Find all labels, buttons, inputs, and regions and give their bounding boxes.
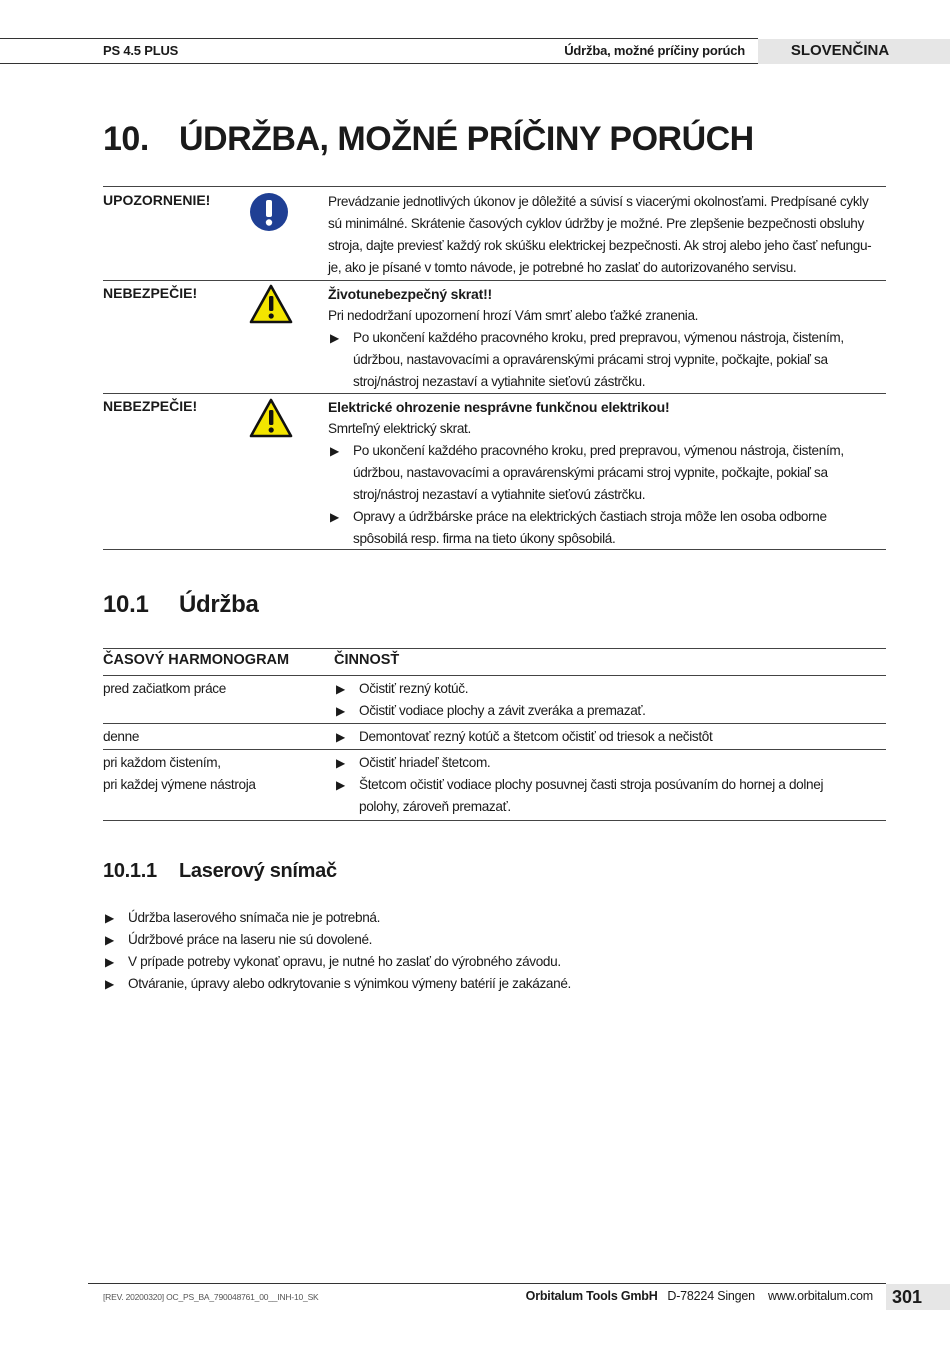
bullet-arrow-icon: ▶ — [105, 911, 114, 925]
bullet-line: Očistiť vodiace plochy a závit zveráka a premazať. — [359, 703, 646, 718]
bullet-arrow-icon: ▶ — [336, 704, 345, 718]
cell-line: pri každom čistením, — [103, 755, 221, 770]
bullet-item — [334, 726, 886, 748]
danger-subtitle: Smrteľný elektrický skrat. — [328, 421, 471, 436]
notice-label: UPOZORNENIE! — [103, 192, 211, 208]
company-address: D-78224 Singen — [667, 1289, 755, 1303]
bullet-item — [334, 678, 886, 700]
table-rule — [103, 648, 886, 649]
header-rule-bottom — [0, 63, 758, 64]
bullet-item — [328, 506, 886, 550]
footer-rule — [88, 1283, 886, 1284]
mandatory-info-icon — [250, 193, 288, 231]
cell-line: denne — [103, 729, 140, 744]
subsection-heading — [103, 860, 337, 883]
section-title: Údržba — [179, 591, 259, 618]
bullet-item — [328, 327, 886, 393]
chapter-number: 10. — [103, 120, 149, 158]
header-language: SLOVENČINA — [790, 42, 890, 59]
table-rule — [103, 723, 886, 724]
bullet-arrow-icon: ▶ — [105, 955, 114, 969]
bullet-line: Očistiť rezný kotúč. — [359, 681, 469, 696]
bullet-arrow-icon: ▶ — [336, 730, 345, 744]
bullet-line: Štetcom očistiť vodiace plochy posuvnej časti stroja posúvaním do hornej a dolnej — [359, 777, 824, 792]
company-name: Orbitalum Tools GmbH — [525, 1289, 658, 1303]
bullet-arrow-icon: ▶ — [105, 977, 114, 991]
bullet-arrow-icon: ▶ — [336, 778, 345, 792]
danger-title: Elektrické ohrozenie nesprávne funkčnou elektrikou! — [328, 399, 670, 415]
table-rule — [103, 820, 886, 821]
bullet-line: Po ukončení každého pracovného kroku, pred prepravou, výmenou nástroja, čistením, — [353, 443, 844, 458]
bullet-arrow-icon: ▶ — [336, 682, 345, 696]
cell-line: pred začiatkom práce — [103, 681, 226, 696]
table-rule — [103, 675, 886, 676]
table-cell-when — [103, 726, 328, 748]
list-item-text: Údržbové práce na laseru nie sú dovolené. — [128, 932, 373, 947]
bullet-arrow-icon: ▶ — [105, 933, 114, 947]
subsection-title: Laserový snímač — [179, 860, 337, 882]
bullet-line: Opravy a údržbárske práce na elektrických častiach stroja môže len osoba odborne — [353, 509, 827, 524]
subsection-number: 10.1.1 — [103, 860, 157, 882]
section-number: 10.1 — [103, 591, 149, 618]
warning-triangle-icon — [249, 398, 293, 438]
cell-line: pri každej výmene nástroja — [103, 777, 256, 792]
bullet-item — [334, 774, 886, 818]
notice-body — [328, 191, 886, 279]
column-header-schedule: ČASOVÝ HARMONOGRAM — [103, 652, 290, 668]
chapter-title-text: ÚDRŽBA, MOŽNÉ PRÍČINY PORÚCH — [179, 120, 754, 158]
notice-line: stroja, dajte previesť každý rok skúšku elektrickej bezpečnosti. Ak stroj alebo jeho časť nefungu- — [328, 238, 872, 253]
header-section: Údržba, možné príčiny porúch — [564, 43, 745, 58]
list-item — [103, 929, 886, 951]
page-number: 301 — [891, 1287, 923, 1307]
bullet-line: Demontovať rezný kotúč a štetcom očistiť od triesok a nečistôt — [359, 729, 713, 744]
bullet-line: údržbou, nastavovacími a opravárenskými prácami stroj vypnite, počkajte, pokiaľ sa — [353, 352, 828, 367]
list-item — [103, 951, 886, 973]
bullet-arrow-icon: ▶ — [330, 444, 339, 458]
bullet-item — [328, 440, 886, 506]
footer-company — [500, 1289, 873, 1303]
footer-revision: [REV. 20200320] OC_PS_BA_790048761_00__INH-10_SK — [103, 1292, 319, 1302]
list-item-text: Otváranie, úpravy alebo odkrytovanie s výnimkou výmeny batérií je zakázané. — [128, 976, 571, 991]
notice-line: je, ako je písané v tomto návode, je potrebné ho zaslať do autorizovaného servisu. — [328, 260, 797, 275]
bullet-arrow-icon: ▶ — [330, 331, 339, 345]
bullet-line: Očistiť hriadeľ štetcom. — [359, 755, 491, 770]
list-item-text: V prípade potreby vykonať opravu, je nutné ho zaslať do výrobného závodu. — [128, 954, 561, 969]
danger-body — [328, 396, 886, 550]
bullet-item — [334, 752, 886, 774]
table-cell-tasks — [334, 678, 886, 722]
notice-rule — [103, 280, 886, 281]
table-cell-tasks — [334, 752, 886, 818]
bullet-line: stroj/nástroj nezastaví a vytiahnite sieťovú zástrčku. — [353, 374, 646, 389]
chapter-title — [103, 120, 754, 159]
notice-line: sú minimálné. Skrátenie časových cyklov údržby je možné. Pre zlepšenie bezpečnosti obsluhy — [328, 216, 864, 231]
bullet-line: polohy, zároveň premazať. — [359, 799, 511, 814]
bullet-arrow-icon: ▶ — [330, 510, 339, 524]
table-cell-tasks — [334, 726, 886, 748]
danger-label: NEBEZPEČIE! — [103, 398, 198, 414]
warning-triangle-icon — [249, 284, 293, 324]
danger-label: NEBEZPEČIE! — [103, 285, 198, 301]
header-rule-top — [0, 38, 758, 39]
danger-title: Životunebezpečný skrat!! — [328, 286, 493, 302]
company-website: www.orbitalum.com — [768, 1289, 873, 1303]
list-item — [103, 973, 886, 995]
laser-bullet-list — [103, 907, 886, 995]
table-cell-when — [103, 678, 328, 700]
bullet-item — [334, 700, 886, 722]
notice-rule — [103, 393, 886, 394]
bullet-line: údržbou, nastavovacími a opravárenskými prácami stroj vypnite, počkajte, pokiaľ sa — [353, 465, 828, 480]
notice-line: Prevádzanie jednotlivých úkonov je dôležité a súvisí s viacerými okolnosťami. Predpísané cykly — [328, 194, 869, 209]
bullet-line: spôsobilá resp. firma na tieto úkony spôsobilá. — [353, 531, 616, 546]
column-header-activity: ČINNOSŤ — [334, 652, 400, 668]
bullet-arrow-icon: ▶ — [336, 756, 345, 770]
list-item-text: Údržba laserového snímača nie je potrebná. — [128, 910, 381, 925]
notice-rule — [103, 186, 886, 187]
danger-subtitle: Pri nedodržaní upozornení hrozí Vám smrť alebo ťažké zranenia. — [328, 308, 699, 323]
danger-body — [328, 283, 886, 393]
notice-rule — [103, 549, 886, 550]
bullet-line: Po ukončení každého pracovného kroku, pred prepravou, výmenou nástroja, čistením, — [353, 330, 844, 345]
table-rule — [103, 749, 886, 750]
bullet-line: stroj/nástroj nezastaví a vytiahnite sieťovú zástrčku. — [353, 487, 646, 502]
list-item — [103, 907, 886, 929]
table-cell-when — [103, 752, 328, 796]
section-heading — [103, 591, 259, 619]
header-product: PS 4.5 PLUS — [103, 43, 179, 58]
